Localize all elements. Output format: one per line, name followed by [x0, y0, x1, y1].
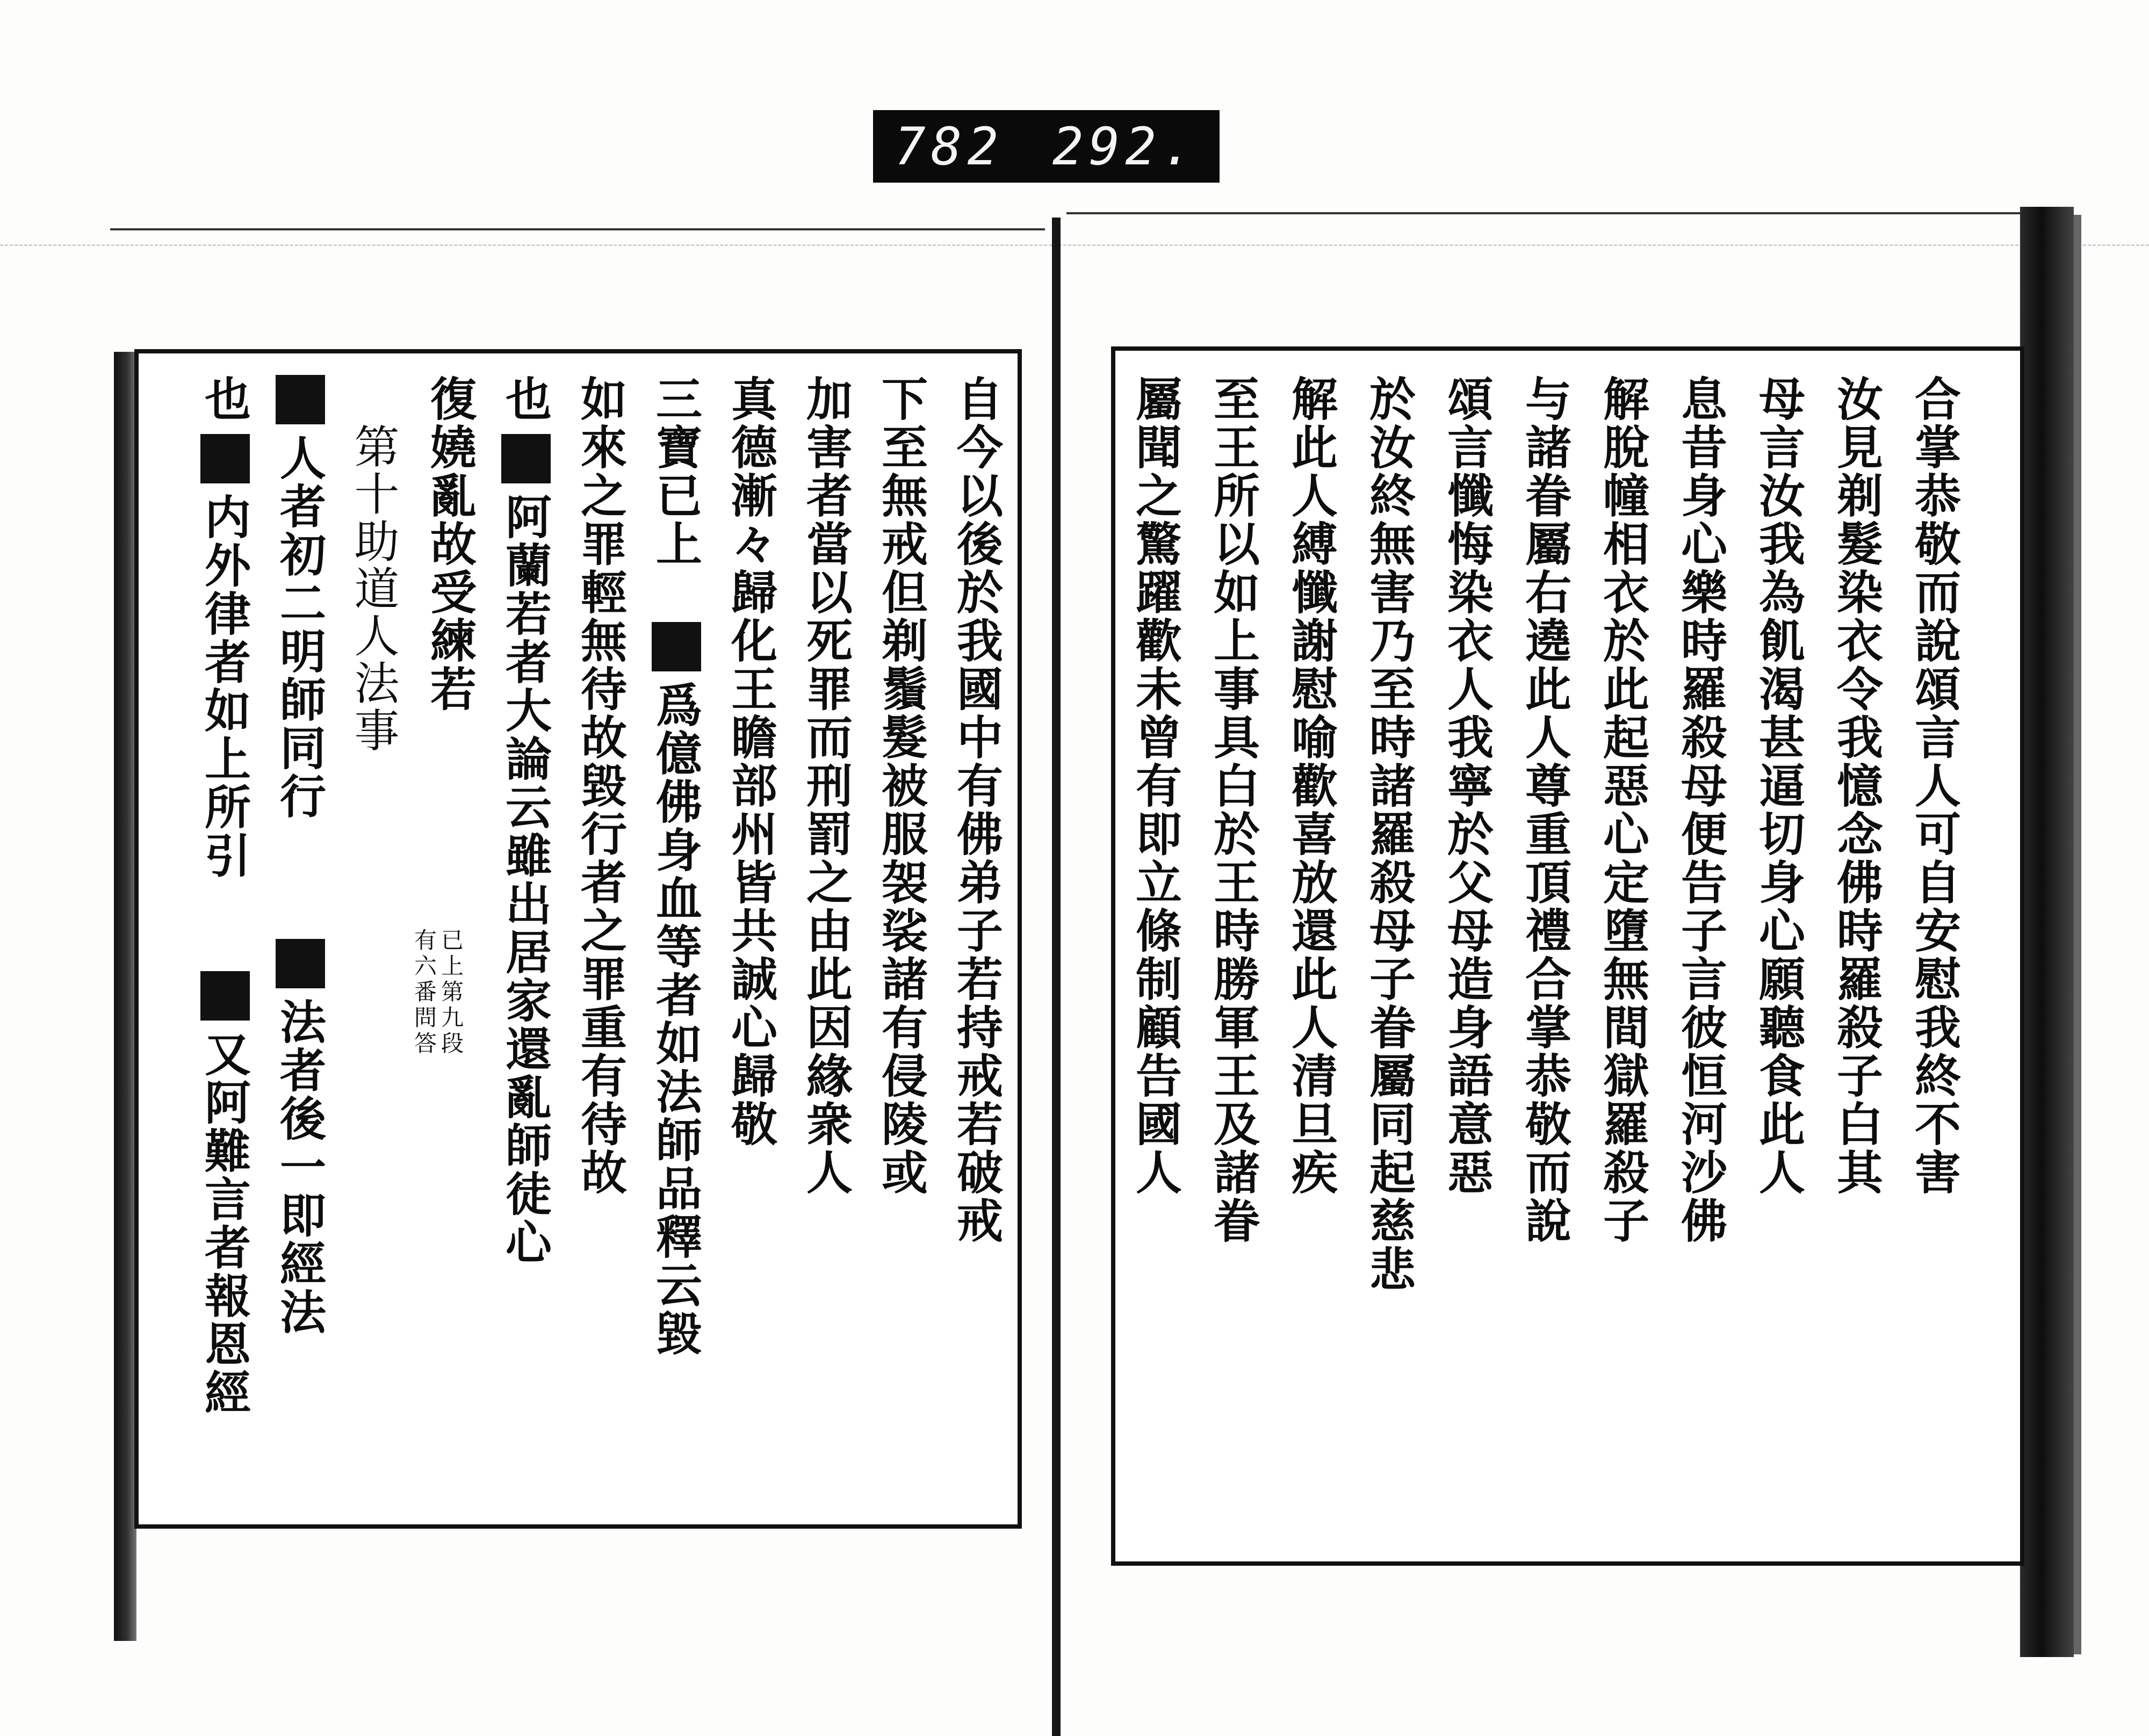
right-col-2: 汝見剃髮染衣令我憶念佛時羅殺子白其	[1829, 375, 1883, 1197]
right-page-top-edge	[1066, 212, 2066, 214]
page-number-left: 782	[895, 116, 1004, 177]
left-col-11a: 也	[197, 375, 251, 423]
left-col-2: 下至無戒但剃鬚髮被服袈裟諸有侵陵或	[874, 375, 928, 1197]
scan-edge-line	[0, 244, 2149, 247]
section-mark-glyph	[652, 622, 701, 671]
section-mark-glyph	[276, 375, 325, 424]
right-page-frame	[1111, 346, 2024, 1566]
right-col-10: 至王所以如上事具白於王時勝軍王及諸眷	[1206, 375, 1260, 1245]
left-page-frame	[134, 349, 1022, 1529]
right-col-7: 頌言懺悔染衣人我寧於父母造身語意惡	[1439, 375, 1494, 1197]
left-col-11b: 内外律者如上所引	[197, 493, 251, 880]
right-col-11: 屬聞之驚躍歡未曾有即立條制顧告國人	[1128, 375, 1182, 1197]
left-col-8: 復嬈亂故受練若	[422, 375, 477, 713]
section-mark-icon-4	[276, 939, 325, 990]
right-col-1: 合掌恭敬而說頌言人可自安慰我終不害	[1907, 375, 1961, 1197]
right-col-3: 母言汝我為飢渴甚逼切身心願聽食此人	[1751, 375, 1805, 1197]
section-heading: 第十助道人法事	[347, 423, 400, 754]
left-col-4: 真德漸々歸化王瞻部州皆共誠心歸敬	[723, 375, 777, 1148]
section-mark-glyph	[276, 939, 325, 988]
left-col-1: 自今以後於我國中有佛弟子若持戒若破戒	[949, 375, 1003, 1245]
section-mark-glyph	[200, 434, 250, 483]
left-col-7b: 阿蘭若者大論云雖出居家還亂師徒心	[497, 493, 552, 1267]
left-col-6: 如來之罪輕無待故毀行者之罪重有待故	[573, 375, 627, 1197]
right-page-edge	[2020, 207, 2074, 1657]
note-line-1: 已上第九段	[438, 928, 464, 1057]
left-col-7a: 也	[497, 375, 552, 423]
page-number-right: 292.	[1052, 116, 1198, 177]
section-mark-glyph	[200, 971, 250, 1021]
right-col-5: 解脫幢相衣於此起惡心定墮無間獄羅殺子	[1595, 375, 1649, 1245]
right-col-4: 息昔身心樂時羅殺母便告子言彼恒河沙佛	[1673, 375, 1727, 1245]
note-line-2: 有六番問答	[411, 928, 437, 1057]
right-page-edge-thin	[2074, 215, 2081, 1654]
left-page-edge	[114, 352, 136, 1641]
left-col-10b: 法者後一即經法	[272, 998, 326, 1336]
left-col-5: 三寶已上	[648, 375, 702, 568]
left-col-5b: 爲億佛身血等者如法師品釋云毀	[648, 681, 702, 1358]
section-mark-icon-2	[501, 434, 551, 486]
book-spine	[1052, 218, 1061, 1736]
right-col-6: 与諸眷屬右遶此人尊重頂禮合掌恭敬而說	[1517, 375, 1571, 1245]
right-col-8: 於汝終無害乃至時諸羅殺母子眷屬同起慈悲	[1361, 375, 1416, 1293]
left-col-10a: 人者初二明師同行	[272, 434, 326, 821]
section-mark-icon	[652, 622, 701, 674]
section-mark-icon-6	[200, 971, 250, 1023]
left-col-11c: 又阿難言者報恩經	[197, 1030, 251, 1417]
right-col-9: 解此人縛懺謝慰喻歡喜放還此人清旦疾	[1283, 375, 1338, 1197]
left-col-3: 加害者當以死罪而刑罰之由此因緣衆人	[798, 375, 853, 1197]
page-number-label	[873, 110, 1220, 183]
left-page-top-edge	[110, 228, 1045, 230]
section-mark-glyph	[501, 434, 551, 483]
section-mark-icon-5	[200, 434, 250, 486]
section-mark-icon-3	[276, 375, 325, 426]
